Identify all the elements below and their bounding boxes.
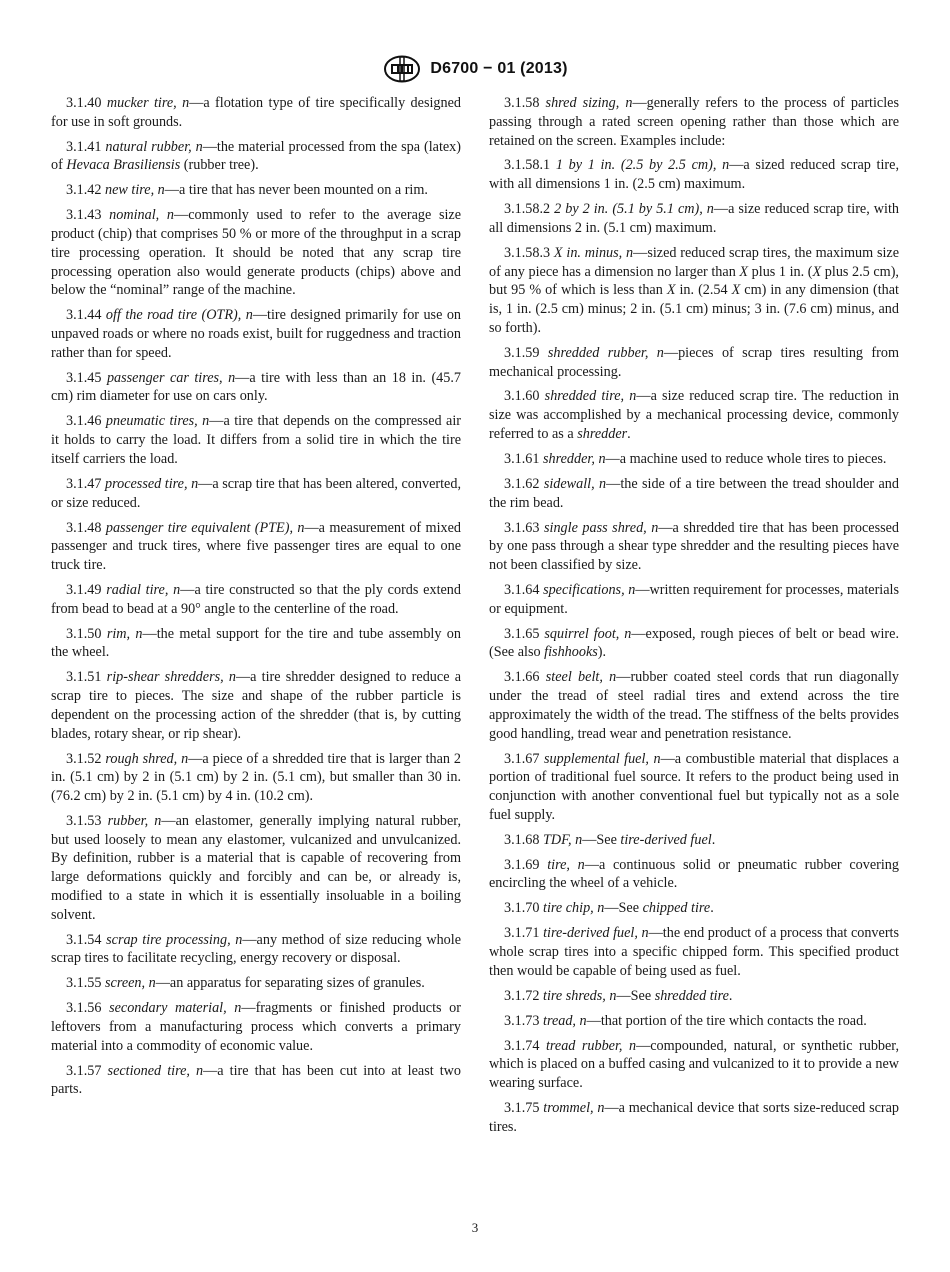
definition-text: —the material processed from the spa (latex) of <box>51 138 462 174</box>
definition-term: screen, n <box>105 975 156 992</box>
definition-text: —rubber coated steel cords that run diagonally under the tread of steel radial tires and extend across the tire approximately the width of the tread. The stiffness of the belts provides good handling, tread wear and penetration resistance. <box>489 669 899 742</box>
definition-term: shredder <box>577 425 628 442</box>
definition-text: 3.1.58.3 <box>504 244 554 261</box>
definition-term: 2 by 2 in. (5.1 by 5.1 cm), n <box>554 201 714 218</box>
definition-text: 3.1.52 <box>66 750 106 767</box>
definition-3-1-43 <box>51 206 461 300</box>
definition-text: —the end product of a process that converts whole scrap tires into a specific chipped form. This specified product then would be capable of being used as fuel. <box>489 925 900 979</box>
definition-term: tread rubber, n <box>545 1037 637 1054</box>
definition-3-1-60 <box>489 387 899 443</box>
definition-term: X <box>739 263 749 280</box>
definition-text: —a scrap tire that has been altered, converted, or size reduced. <box>51 475 461 511</box>
definition-text: ). <box>597 644 607 661</box>
definition-term: mucker tire, n <box>106 95 190 111</box>
definition-term: rip-shear shredders, n <box>106 669 236 686</box>
definition-term: scrap tire processing, n <box>106 931 243 948</box>
definition-term: fishhooks <box>544 644 598 661</box>
definition-text: —a combustible material that displaces a portion of traditional fuel source. It refers to the product being used in conjunction with another conventional fuel but typically not as a sole fuel supply. <box>489 750 900 823</box>
definition-3-1-47 <box>51 475 461 513</box>
definition-3-1-65 <box>489 625 899 663</box>
definition-text: —written requirement for processes, materials or equipment. <box>489 581 900 617</box>
definition-3-1-70 <box>489 899 899 918</box>
definition-3-1-61 <box>489 450 899 469</box>
definition-term: shredder, n <box>543 450 606 467</box>
definition-text: 3.1.60 <box>504 388 545 405</box>
definition-text: 3.1.57 <box>66 1062 108 1079</box>
definition-text: —a shredded tire that has been processed by one pass through a shear type shredder and the resulting pieces have not been classified by size. <box>489 519 900 573</box>
definition-text: —a continuous solid or pneumatic rubber covering encircling the wheel of a vehicle. <box>489 856 899 892</box>
definition-text: —a measurement of mixed passenger and truck tires, where five passenger tires are equal to one truck tire. <box>51 519 461 573</box>
definition-text: 3.1.58 <box>504 95 546 111</box>
definition-term: sectioned tire, n <box>107 1062 204 1079</box>
definition-3-1-50 <box>51 625 461 663</box>
definition-text: —tire designed primarily for use on unpaved roads or where no roads exist, built for ruggedness and traction rather than for speed. <box>51 307 462 361</box>
definition-text: 3.1.74 <box>504 1037 546 1054</box>
definition-text: 3.1.58.1 <box>504 157 556 174</box>
definition-term: new tire, n <box>105 182 165 199</box>
definition-term: passenger tire equivalent (PTE), n <box>105 519 305 536</box>
definition-3-1-57 <box>51 1062 461 1100</box>
definition-term: pneumatic tires, n <box>105 413 210 430</box>
definition-text: 3.1.55 <box>66 975 106 992</box>
definition-3-1-64 <box>489 581 899 619</box>
definition-3-1-49 <box>51 581 461 619</box>
definition-3-1-74 <box>489 1037 899 1093</box>
definition-3-1-58-1 <box>489 156 899 194</box>
definition-text: —a flotation type of tire specifically designed for use in soft grounds. <box>51 95 461 130</box>
definition-text: 3.1.64 <box>504 581 544 598</box>
definition-term: shredded tire, n <box>544 388 637 405</box>
definition-text: —an apparatus for separating sizes of granules. <box>155 975 425 992</box>
definition-text: . <box>728 987 733 1004</box>
definition-text: 3.1.42 <box>66 182 106 199</box>
definition-term: X <box>731 282 741 299</box>
definition-term: tread, n <box>543 1012 587 1029</box>
definition-text: —a size reduced scrap tire. The reduction in size was accomplished by a mechanical processing device, commonly referred to as a <box>489 388 899 442</box>
page-header <box>0 52 950 86</box>
definition-3-1-63 <box>489 519 899 575</box>
definition-3-1-53 <box>51 812 461 925</box>
definition-text: —a tire that has never been mounted on a rim. <box>164 182 428 199</box>
definition-text: —a tire with less than an 18 in. (45.7 cm) rim diameter for use on cars only. <box>51 369 461 405</box>
definition-term: tire-derived fuel, n <box>543 925 649 942</box>
definition-text: 3.1.70 <box>504 900 544 917</box>
definition-text: . <box>627 425 631 442</box>
definition-text: —a machine used to reduce whole tires to pieces. <box>605 450 887 467</box>
definition-3-1-68 <box>489 831 899 850</box>
definition-text: 3.1.67 <box>504 750 544 767</box>
definition-text: in. (2.54 <box>675 282 732 299</box>
definition-text: plus 2.5 cm), but 95 % of which is less than <box>489 263 899 299</box>
definition-text: —compounded, natural, or synthetic rubber, which is placed on a buffed casing and vulcanized to it to provide a new wearing surface. <box>489 1037 900 1092</box>
definition-term: supplemental fuel, n <box>543 750 661 767</box>
definition-term: natural rubber, n <box>105 138 203 155</box>
definition-text: —pieces of scrap tires resulting from mechanical processing. <box>489 344 899 380</box>
definition-text: 3.1.47 <box>66 475 106 492</box>
definition-term: passenger car tires, n <box>106 369 236 386</box>
definition-term: shred sizing, n <box>545 95 633 111</box>
definition-3-1-58-2 <box>489 200 899 238</box>
definition-term: X <box>666 282 676 299</box>
definition-3-1-54 <box>51 931 461 969</box>
definition-term: sidewall, n <box>543 475 607 492</box>
definition-text: —fragments or finished products or leftovers from a manufacturing process which converts a primary material into a commodity of economic value. <box>51 1000 461 1054</box>
definition-text: (rubber tree). <box>180 157 259 174</box>
definition-3-1-45 <box>51 369 461 407</box>
definition-term: squirrel foot, n <box>544 625 632 642</box>
definition-text: 3.1.68 <box>504 831 544 848</box>
definition-text: 3.1.72 <box>504 987 544 1004</box>
definition-term: rubber, n <box>107 812 162 829</box>
definition-term: trommel, n <box>543 1100 605 1116</box>
page-number: 3 <box>471 1220 479 1235</box>
definition-term: X <box>812 263 822 280</box>
definition-3-1-75 <box>489 1099 899 1137</box>
definition-3-1-55 <box>51 974 461 993</box>
definition-3-1-40 <box>51 94 461 132</box>
definition-text: 3.1.56 <box>66 1000 110 1017</box>
definition-text: —commonly used to refer to the average size product (chip) that comprises 50 % or more of the throughput in a scrap tire processing operation. It should be noted that any scrap tire processing operation also would generate products (chips) above and below the “nominal” range of the machine. <box>51 207 461 299</box>
definition-3-1-44 <box>51 306 461 362</box>
definition-text: 3.1.61 <box>504 450 544 467</box>
definition-text: —See <box>582 831 621 848</box>
definition-3-1-51 <box>51 668 461 743</box>
definition-term: Hevaca Brasiliensis <box>66 157 181 174</box>
definition-text: —exposed, rough pieces of belt or bead wire. (See also <box>489 625 899 661</box>
definition-text: —a tire that depends on the compressed air it holds to carry the load. It differs from a solid tire in which the tire itself carriers the load. <box>51 413 462 467</box>
definition-text: 3.1.46 <box>66 413 106 430</box>
definition-text: 3.1.51 <box>66 669 107 686</box>
definition-3-1-67 <box>489 750 899 825</box>
definition-text: 3.1.49 <box>66 581 107 598</box>
definition-term: rough shred, n <box>105 750 189 767</box>
definition-text: —any method of size reducing whole scrap tires to facilitate recycling, energy recovery or disposal. <box>51 931 461 967</box>
definition-3-1-62 <box>489 475 899 513</box>
definition-text: —a size reduced scrap tire, with all dimensions 2 in. (5.1 cm) maximum. <box>489 201 899 236</box>
definition-text: —that portion of the tire which contacts the road. <box>586 1012 867 1029</box>
definition-text: —See <box>616 987 655 1004</box>
definition-term: rim, n <box>106 625 143 642</box>
definition-term: TDF, n <box>543 831 583 848</box>
definition-3-1-56 <box>51 999 461 1055</box>
definition-text: 3.1.50 <box>66 625 107 642</box>
definition-3-1-59 <box>489 344 899 382</box>
definition-text: 3.1.59 <box>504 344 548 361</box>
definition-term: tire chip, n <box>543 900 605 917</box>
definition-term: off the road tire (OTR), n <box>105 307 253 324</box>
definition-term: tire shreds, n <box>543 987 617 1004</box>
definition-text: —a mechanical device that sorts size-reduced scrap tires. <box>489 1100 900 1135</box>
definition-text: 3.1.69 <box>504 856 548 873</box>
definition-text: —a sized reduced scrap tire, with all dimensions 1 in. (2.5 cm) maximum. <box>489 157 900 193</box>
definition-text: 3.1.71 <box>504 925 544 942</box>
definition-text: 3.1.65 <box>504 625 545 642</box>
definition-term: shredded rubber, n <box>547 344 664 361</box>
definition-text: —See <box>604 900 643 917</box>
right-column <box>489 94 899 1143</box>
definition-text: 3.1.41 <box>66 138 106 155</box>
definition-3-1-66 <box>489 668 899 743</box>
definition-text: 3.1.43 <box>66 207 110 224</box>
definition-term: nominal, n <box>109 207 174 224</box>
definition-text: —an elastomer, generally implying natural rubber, but used loosely to mean any elastomer, vulcanized and unvulcanized. By definition, rubber is a material that is capable of recovering from large deformations quickly and forcibly and can be, or already is, modified to a state in which it is essentially insoluable in a boiling solvent. <box>51 812 462 923</box>
definition-term: tire-derived fuel <box>620 831 712 848</box>
definition-term: single pass shred, n <box>544 519 659 536</box>
definition-3-1-46 <box>51 412 461 468</box>
definition-text: 3.1.75 <box>504 1100 544 1116</box>
definition-3-1-69 <box>489 856 899 894</box>
definition-text: 3.1.45 <box>66 369 107 386</box>
definition-3-1-48 <box>51 519 461 575</box>
definition-text: —generally refers to the process of particles passing through a rated screen opening rather than those which are retained on the screen. Examples include: <box>489 95 899 149</box>
definition-3-1-58-3 <box>489 244 899 338</box>
definition-text: 3.1.58.2 <box>504 201 555 218</box>
definition-text: —the metal support for the tire and tube assembly on the wheel. <box>51 625 461 661</box>
definition-3-1-73 <box>489 1012 899 1031</box>
definition-term: radial tire, n <box>106 581 181 598</box>
definition-text: . <box>711 831 716 848</box>
definition-text: —the side of a tire between the tread shoulder and the rim bead. <box>489 475 899 511</box>
definition-term: specifications, n <box>543 581 636 598</box>
definition-text: cm) in any dimension (that is, 1 in. (2.5 cm) minus; 2 in. (5.1 cm) minus; 3 in. (7.6 cm) minus, and so forth). <box>489 282 899 336</box>
definition-text: . <box>710 900 714 917</box>
definition-term: chipped tire <box>642 900 711 917</box>
definition-text: 3.1.66 <box>504 669 546 686</box>
definition-term: secondary material, n <box>109 1000 242 1017</box>
definition-term: tire, n <box>547 856 585 873</box>
definition-3-1-52 <box>51 750 461 806</box>
definition-3-1-58 <box>489 94 899 150</box>
definition-text: 3.1.44 <box>66 307 106 324</box>
definition-text: —sized reduced scrap tires, the maximum size of any piece has a dimension no larger than <box>489 244 899 280</box>
astm-logo-icon <box>382 54 422 84</box>
document-designation: D6700 − 01 (2013) <box>430 60 568 77</box>
definition-text: —a tire that has been cut into at least two parts. <box>51 1062 462 1098</box>
definition-text: plus 1 in. ( <box>748 263 813 280</box>
definition-text: —a tire constructed so that the ply cords extend from bead to bead at a 90° angle to the centerline of the road. <box>51 581 461 617</box>
definition-term: processed tire, n <box>105 475 199 492</box>
definition-3-1-72 <box>489 987 899 1006</box>
definition-text: —a piece of a shredded tire that is larger than 2 in. (5.1 cm) by 2 in (5.1 cm) by 2 in. (5.1 cm), but smaller than 30 in. (76.2 cm) by 2 in. (5.1 cm) by 4 in. (10.2 cm). <box>51 750 461 804</box>
definition-3-1-41 <box>51 138 461 176</box>
definition-term: shredded tire <box>654 987 729 1004</box>
definition-text: 3.1.53 <box>66 812 108 829</box>
definition-term: steel belt, n <box>545 669 617 686</box>
definition-text: 3.1.48 <box>66 519 106 536</box>
definition-3-1-42 <box>51 181 461 200</box>
definition-text: 3.1.63 <box>504 519 544 536</box>
left-column <box>51 94 461 1105</box>
definition-text: —a tire shredder designed to reduce a scrap tire to pieces. The size and shape of the rubber particle is dependent on the processing action of the shredder (that is, by cutting blades, rotary shear, or rip shear). <box>51 669 461 742</box>
definition-term: 1 by 1 in. (2.5 by 2.5 cm), n <box>555 157 730 174</box>
definition-text: 3.1.73 <box>504 1012 544 1029</box>
definition-text: 3.1.54 <box>66 931 107 948</box>
definition-text: 3.1.40 <box>66 95 107 111</box>
definition-text: 3.1.62 <box>504 475 544 492</box>
definition-term: X in. minus, n <box>553 244 634 261</box>
definition-3-1-71 <box>489 924 899 980</box>
